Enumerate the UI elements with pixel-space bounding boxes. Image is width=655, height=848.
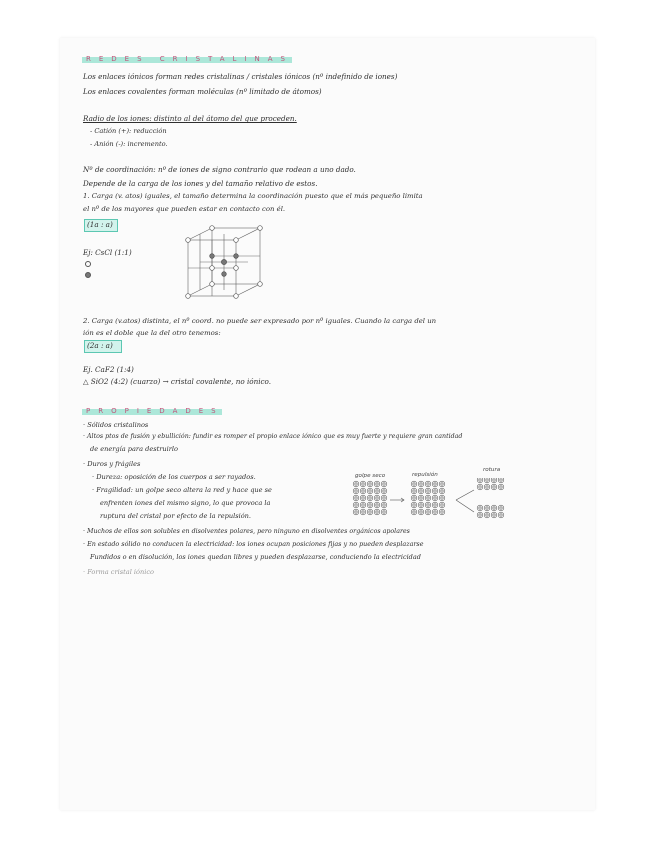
prop-line: · Dureza: oposición de los cuerpos a ser rayados. xyxy=(92,473,256,481)
ion-circle xyxy=(432,509,438,515)
ion-circle xyxy=(360,502,366,508)
text-line: Los enlaces iónicos forman redes cristalinas / cristales iónicos (nº indefinido de iones) xyxy=(83,72,398,81)
ion-circle xyxy=(367,502,373,508)
ion-core xyxy=(427,490,429,492)
ion-circle xyxy=(381,502,387,508)
ion-circle xyxy=(491,512,497,518)
example-caf2: Ej. CaF2 (1:4) xyxy=(83,365,134,374)
ion-core xyxy=(486,514,488,516)
ion-core xyxy=(369,483,371,485)
ion-core xyxy=(376,490,378,492)
ion-circle xyxy=(439,509,445,515)
ion-circle xyxy=(425,509,431,515)
ion-circle xyxy=(411,502,417,508)
ion-circle xyxy=(484,484,490,490)
ion-core xyxy=(413,497,415,499)
section-title-propiedades: PROPIEDADES xyxy=(86,407,224,415)
ion-circle xyxy=(411,509,417,515)
ion-circle xyxy=(374,488,380,494)
cscl-lattice-diagram xyxy=(182,222,272,302)
ion-circle xyxy=(418,481,424,487)
ion-circle xyxy=(439,488,445,494)
ion-core xyxy=(427,497,429,499)
ion-core xyxy=(355,511,357,513)
ion-core xyxy=(500,514,502,516)
ratio-label-2: (2a : a) xyxy=(87,341,113,350)
ion-circle xyxy=(411,488,417,494)
ion-core xyxy=(479,486,481,488)
ion-core xyxy=(383,490,385,492)
ion-circle xyxy=(374,481,380,487)
ion-core xyxy=(413,504,415,506)
ion-circle xyxy=(418,488,424,494)
ion-core xyxy=(479,507,481,509)
ion-core xyxy=(362,497,364,499)
text-line: 1. Carga (v. atos) iguales, el tamaño determina la coordinación puesto que el más pequeño limita xyxy=(83,192,423,200)
ion-core xyxy=(493,507,495,509)
ion-core xyxy=(376,483,378,485)
ion-circle xyxy=(432,502,438,508)
ion-core xyxy=(434,490,436,492)
text-line: Nº de coordinación: nº de iones de signo contrario que rodean a uno dado. xyxy=(83,165,356,174)
ion-core xyxy=(441,490,443,492)
ion-core xyxy=(413,483,415,485)
ion-circle xyxy=(498,505,504,511)
example-cscl: Ej: CsCl (1:1) xyxy=(83,248,132,257)
ion-core xyxy=(420,511,422,513)
ion-core xyxy=(355,497,357,499)
ion-circle xyxy=(425,502,431,508)
prop-line: · Forma cristal iónico xyxy=(83,568,155,576)
ion-circle xyxy=(477,484,483,490)
ion-circle xyxy=(411,495,417,501)
text-line: ión es el doble que la del otro tenemos: xyxy=(83,329,221,337)
ion-circle xyxy=(418,495,424,501)
prop-line: · En estado sólido no conducen la electricidad: los iones ocupan posiciones fijas y no pueden desplazarse xyxy=(83,540,424,548)
ion-core xyxy=(493,479,495,481)
prop-line: · Duros y frágiles xyxy=(83,460,141,468)
ion-circle xyxy=(360,495,366,501)
ion-core xyxy=(362,504,364,506)
ion-circle xyxy=(367,509,373,515)
ion-circle xyxy=(360,509,366,515)
prop-line: · Muchos de ellos son solubles en disolventes polares, pero ninguno en disolventes orgánicos apolares xyxy=(83,528,410,535)
ion-circle xyxy=(353,502,359,508)
text-line: - Anión (-): incremento. xyxy=(90,140,168,148)
ion-core xyxy=(413,490,415,492)
ion-circle xyxy=(425,488,431,494)
ion-core xyxy=(376,504,378,506)
ion-core xyxy=(369,490,371,492)
ion-core xyxy=(493,514,495,516)
ion-circle xyxy=(367,495,373,501)
ion-core xyxy=(479,479,481,481)
ion-circle xyxy=(425,481,431,487)
open-ion-icon xyxy=(85,261,91,267)
ion-circle xyxy=(367,488,373,494)
ion-core xyxy=(376,511,378,513)
ion-core xyxy=(441,497,443,499)
ion-circle xyxy=(360,481,366,487)
ion-circle xyxy=(432,495,438,501)
ion-core xyxy=(427,511,429,513)
ion-core xyxy=(369,497,371,499)
ion-core xyxy=(500,486,502,488)
section-title-redes: REDES CRISTALINAS xyxy=(86,55,293,63)
ion-circle xyxy=(425,495,431,501)
ion-core xyxy=(383,511,385,513)
diagram-label-repulsion: repulsión xyxy=(412,472,438,478)
text-line: el nº de los mayores que pueden estar en contacto con él. xyxy=(83,205,286,213)
fragility-diagram xyxy=(352,478,512,528)
ion-circle xyxy=(432,481,438,487)
ion-core xyxy=(383,497,385,499)
ion-circle xyxy=(381,481,387,487)
ion-core xyxy=(434,497,436,499)
text-line: - Catión (+): reducción xyxy=(90,127,167,135)
ion-core xyxy=(434,511,436,513)
ion-circle xyxy=(374,509,380,515)
ion-circle xyxy=(498,484,504,490)
prop-line: enfrenten iones del mismo signo, lo que provoca la xyxy=(100,499,271,507)
diagram-label-rotura: rotura xyxy=(483,467,501,473)
ion-core xyxy=(493,486,495,488)
ion-circle xyxy=(491,484,497,490)
ion-circle xyxy=(498,512,504,518)
ion-core xyxy=(369,504,371,506)
ion-circle xyxy=(360,488,366,494)
filled-ion-icon xyxy=(85,272,91,278)
ion-core xyxy=(376,497,378,499)
ion-circle xyxy=(411,481,417,487)
ratio-label: (1a : a) xyxy=(87,220,113,229)
ion-core xyxy=(355,483,357,485)
ion-circle xyxy=(491,505,497,511)
ion-circle xyxy=(439,481,445,487)
text-line: 2. Carga (v.atos) distinta, el nº coord. no puede ser expresado por nº iguales. Cuando la carga del un xyxy=(83,317,437,325)
ion-core xyxy=(355,490,357,492)
text-line: Los enlaces covalentes forman moléculas (nº limitado de átomos) xyxy=(83,87,322,96)
ion-core xyxy=(427,504,429,506)
ion-core xyxy=(420,497,422,499)
ion-core xyxy=(362,490,364,492)
example-sio2: △ SiO2 (4:2) (cuarzo) → cristal covalente, no iónico. xyxy=(83,377,272,386)
ion-circle xyxy=(374,495,380,501)
text-line: Radio de los iones: distinto al del átomo del que proceden. xyxy=(83,114,297,123)
ion-core xyxy=(383,504,385,506)
ion-circle xyxy=(477,505,483,511)
text-line: Depende de la carga de los iones y del tamaño relativo de estos. xyxy=(83,179,318,188)
ion-core xyxy=(441,511,443,513)
ion-core xyxy=(486,507,488,509)
ion-circle xyxy=(439,502,445,508)
ion-core xyxy=(486,486,488,488)
ion-circle xyxy=(381,509,387,515)
ion-core xyxy=(420,504,422,506)
prop-line: · Altos ptos de fusión y ebullición: fundir es romper el propio enlace iónico que es muy fuerte y requiere gran cantidad xyxy=(83,433,463,440)
ion-core xyxy=(420,483,422,485)
prop-line: ruptura del cristal por efecto de la repulsión. xyxy=(100,512,252,520)
ion-core xyxy=(355,504,357,506)
ion-core xyxy=(362,511,364,513)
ion-core xyxy=(413,511,415,513)
ion-core xyxy=(479,514,481,516)
ion-circle xyxy=(353,488,359,494)
ion-circle xyxy=(418,509,424,515)
ion-circle xyxy=(432,488,438,494)
ion-core xyxy=(362,483,364,485)
ion-circle xyxy=(381,488,387,494)
ion-core xyxy=(434,504,436,506)
ion-circle xyxy=(374,502,380,508)
ion-circle xyxy=(477,512,483,518)
prop-line: · Sólidos cristalinos xyxy=(83,421,149,429)
ion-circle xyxy=(381,495,387,501)
ion-core xyxy=(486,479,488,481)
ion-circle xyxy=(367,481,373,487)
ion-circle xyxy=(484,505,490,511)
ion-circle xyxy=(439,495,445,501)
ion-circle xyxy=(484,512,490,518)
prop-line: · Fragilidad: un golpe seco altera la red y hace que se xyxy=(92,486,272,494)
ion-circle xyxy=(353,495,359,501)
ion-circle xyxy=(418,502,424,508)
prop-line: Fundidos o en disolución, los iones quedan libres y pueden desplazarse, conduciendo la electricidad xyxy=(90,553,421,561)
ion-circle xyxy=(353,481,359,487)
ion-core xyxy=(500,507,502,509)
prop-line: de energía para destruirlo xyxy=(90,445,179,453)
ion-core xyxy=(369,511,371,513)
ion-core xyxy=(441,504,443,506)
ion-core xyxy=(427,483,429,485)
diagram-label-golpe: golpe seco xyxy=(355,473,386,479)
ion-core xyxy=(420,490,422,492)
ion-core xyxy=(500,479,502,481)
ion-core xyxy=(441,483,443,485)
ion-circle xyxy=(353,509,359,515)
ion-core xyxy=(383,483,385,485)
ion-core xyxy=(434,483,436,485)
